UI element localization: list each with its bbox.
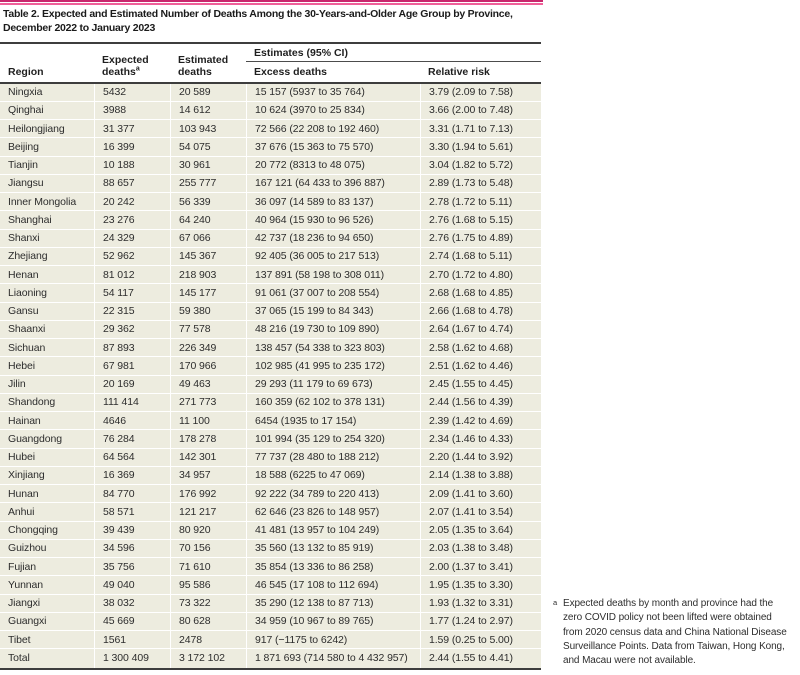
- cell-excess-deaths: 167 121 (64 433 to 396 887): [246, 175, 420, 192]
- column-header-excess-deaths: Excess deaths: [254, 65, 327, 78]
- cell-relative-risk: 2.07 (1.41 to 3.54): [420, 503, 541, 520]
- estimates-group-label: Estimates (95% CI): [254, 46, 348, 59]
- cell-excess-deaths: 36 097 (14 589 to 83 137): [246, 193, 420, 210]
- table-row: [0, 485, 541, 503]
- cell-estimated-deaths: 142 301: [170, 449, 246, 466]
- cell-region: Inner Mongolia: [8, 195, 77, 208]
- cell-expected-deaths: 81 012: [94, 266, 170, 283]
- estimates-subheaders: [246, 62, 541, 83]
- cell-relative-risk: 2.64 (1.67 to 4.74): [420, 321, 541, 338]
- cell-relative-risk: 1.77 (1.24 to 2.97): [420, 613, 541, 630]
- cell-estimated-deaths: 170 966: [170, 357, 246, 374]
- cell-relative-risk: 2.76 (1.68 to 5.15): [420, 211, 541, 228]
- table-row: [0, 540, 541, 558]
- cell-excess-deaths: 102 985 (41 995 to 235 172): [246, 357, 420, 374]
- cell-expected-deaths: 45 669: [94, 613, 170, 630]
- cell-expected-deaths: 34 596: [94, 540, 170, 557]
- cell-estimated-deaths: 176 992: [170, 485, 246, 502]
- cell-relative-risk: 3.04 (1.82 to 5.72): [420, 157, 541, 174]
- table-row: [0, 394, 541, 412]
- cell-expected-deaths: 76 284: [94, 430, 170, 447]
- cell-region: Shaanxi: [8, 323, 46, 336]
- table-row: [0, 449, 541, 467]
- table-row: [0, 412, 541, 430]
- table-row: [0, 595, 541, 613]
- cell-estimated-deaths: 14 612: [170, 102, 246, 119]
- cell-excess-deaths: 48 216 (19 730 to 109 890): [246, 321, 420, 338]
- cell-excess-deaths: 34 959 (10 967 to 89 765): [246, 613, 420, 630]
- cell-expected-deaths: 39 439: [94, 522, 170, 539]
- cell-estimated-deaths: 20 589: [170, 84, 246, 101]
- cell-expected-deaths: 35 756: [94, 558, 170, 575]
- table-footnote: [553, 597, 791, 668]
- cell-expected-deaths: 5432: [94, 84, 170, 101]
- cell-relative-risk: 2.78 (1.72 to 5.11): [420, 193, 541, 210]
- cell-relative-risk: 2.51 (1.62 to 4.46): [420, 357, 541, 374]
- table-bottom-border: [0, 668, 541, 671]
- table-row: [0, 613, 541, 631]
- cell-expected-deaths: 88 657: [94, 175, 170, 192]
- cell-relative-risk: 2.34 (1.46 to 4.33): [420, 430, 541, 447]
- cell-excess-deaths: 20 772 (8313 to 48 075): [246, 157, 420, 174]
- cell-region: Henan: [8, 268, 39, 281]
- cell-relative-risk: 2.09 (1.41 to 3.60): [420, 485, 541, 502]
- cell-relative-risk: 2.14 (1.38 to 3.88): [420, 467, 541, 484]
- cell-relative-risk: 2.05 (1.35 to 3.64): [420, 522, 541, 539]
- cell-region: Hebei: [8, 359, 35, 372]
- cell-excess-deaths: 37 065 (15 199 to 84 343): [246, 303, 420, 320]
- cell-expected-deaths: 20 169: [94, 376, 170, 393]
- cell-excess-deaths: 92 222 (34 789 to 220 413): [246, 485, 420, 502]
- cell-excess-deaths: 91 061 (37 007 to 208 554): [246, 284, 420, 301]
- cell-region: Xinjiang: [8, 469, 45, 482]
- cell-relative-risk: 2.58 (1.62 to 4.68): [420, 339, 541, 356]
- table-row: [0, 230, 541, 248]
- cell-excess-deaths: 37 676 (15 363 to 75 570): [246, 138, 420, 155]
- table-row: [0, 321, 541, 339]
- cell-excess-deaths: 77 737 (28 480 to 188 212): [246, 449, 420, 466]
- table-row: [0, 576, 541, 594]
- cell-expected-deaths: 22 315: [94, 303, 170, 320]
- cell-relative-risk: 2.03 (1.38 to 3.48): [420, 540, 541, 557]
- cell-relative-risk: 1.95 (1.35 to 3.30): [420, 576, 541, 593]
- table-row: [0, 467, 541, 485]
- footnote-inner: [553, 597, 791, 668]
- table-row: [0, 558, 541, 576]
- cell-estimated-deaths: 103 943: [170, 120, 246, 137]
- cell-estimated-deaths: 70 156: [170, 540, 246, 557]
- cell-region: Guizhou: [8, 542, 47, 555]
- cell-estimated-deaths: 73 322: [170, 595, 246, 612]
- column-header-expected-deaths: [94, 55, 170, 82]
- cell-region: Chongqing: [8, 524, 58, 537]
- data-table: [0, 42, 541, 670]
- table-row: [0, 120, 541, 138]
- cell-estimated-deaths: 255 777: [170, 175, 246, 192]
- cell-expected-deaths: 111 414: [94, 394, 170, 411]
- table-row: [0, 102, 541, 120]
- cell-relative-risk: 1.59 (0.25 to 5.00): [420, 631, 541, 648]
- cell-excess-deaths: 29 293 (11 179 to 69 673): [246, 376, 420, 393]
- cell-region: Tianjin: [8, 159, 38, 172]
- table-row: [0, 211, 541, 229]
- cell-excess-deaths: 6454 (1935 to 17 154): [246, 412, 420, 429]
- cell-expected-deaths: 54 117: [94, 284, 170, 301]
- cell-expected-deaths: 84 770: [94, 485, 170, 502]
- cell-excess-deaths: 35 290 (12 138 to 87 713): [246, 595, 420, 612]
- cell-excess-deaths: 137 891 (58 198 to 308 011): [246, 266, 420, 283]
- cell-estimated-deaths: 80 628: [170, 613, 246, 630]
- cell-region: Guangdong: [8, 432, 62, 445]
- column-header-expected-deaths-label: Expected deaths: [102, 54, 149, 78]
- table-row: [0, 157, 541, 175]
- cell-region: Shanxi: [8, 232, 40, 245]
- footnote-marker-superscript: a: [135, 65, 140, 72]
- table-row: [0, 175, 541, 193]
- cell-expected-deaths: 16 369: [94, 467, 170, 484]
- cell-region: Beijing: [8, 140, 39, 153]
- table-row: [0, 631, 541, 649]
- cell-region: Ningxia: [8, 86, 43, 99]
- cell-region: Jiangsu: [8, 177, 44, 190]
- cell-excess-deaths: 46 545 (17 108 to 112 694): [246, 576, 420, 593]
- cell-expected-deaths: 4646: [94, 412, 170, 429]
- table-row: [0, 266, 541, 284]
- cell-region: Yunnan: [8, 578, 44, 591]
- footnote-text: Expected deaths by month and province had the zero COVID policy not been lifted were obtained from 2020 census data and China National Disease Surveillance Points. Data from Taiwan, Hong Kong, and Macau were not available.: [563, 598, 787, 667]
- cell-estimated-deaths: 49 463: [170, 376, 246, 393]
- cell-excess-deaths: 72 566 (22 208 to 192 460): [246, 120, 420, 137]
- cell-expected-deaths: 67 981: [94, 357, 170, 374]
- cell-estimated-deaths: 178 278: [170, 430, 246, 447]
- cell-estimated-deaths: 121 217: [170, 503, 246, 520]
- cell-estimated-deaths: 11 100: [170, 412, 246, 429]
- column-header-region: Region: [8, 65, 44, 78]
- cell-excess-deaths: 40 964 (15 930 to 96 526): [246, 211, 420, 228]
- cell-expected-deaths: 16 399: [94, 138, 170, 155]
- cell-relative-risk: 3.30 (1.94 to 5.61): [420, 138, 541, 155]
- cell-excess-deaths: 160 359 (62 102 to 378 131): [246, 394, 420, 411]
- cell-estimated-deaths: 145 367: [170, 248, 246, 265]
- footnote-marker: a: [553, 598, 558, 607]
- cell-region: Qinghai: [8, 104, 44, 117]
- estimates-group-header: [246, 44, 541, 83]
- cell-estimated-deaths: 56 339: [170, 193, 246, 210]
- cell-excess-deaths: 917 (−1175 to 6242): [246, 631, 420, 648]
- cell-estimated-deaths: 271 773: [170, 394, 246, 411]
- cell-region: Total: [8, 652, 30, 665]
- cell-expected-deaths: 20 242: [94, 193, 170, 210]
- cell-expected-deaths: 29 362: [94, 321, 170, 338]
- cell-estimated-deaths: 95 586: [170, 576, 246, 593]
- cell-expected-deaths: 49 040: [94, 576, 170, 593]
- cell-region: Hunan: [8, 487, 39, 500]
- cell-relative-risk: 3.31 (1.71 to 7.13): [420, 120, 541, 137]
- cell-expected-deaths: 3988: [94, 102, 170, 119]
- cell-estimated-deaths: 2478: [170, 631, 246, 648]
- table-row: [0, 138, 541, 156]
- cell-expected-deaths: 31 377: [94, 120, 170, 137]
- table-row: [0, 303, 541, 321]
- table-row: [0, 193, 541, 211]
- table-row: [0, 284, 541, 302]
- cell-relative-risk: 3.66 (2.00 to 7.48): [420, 102, 541, 119]
- table-row: [0, 649, 541, 667]
- cell-relative-risk: 2.20 (1.44 to 3.92): [420, 449, 541, 466]
- cell-excess-deaths: 35 560 (13 132 to 85 919): [246, 540, 420, 557]
- cell-expected-deaths: 58 571: [94, 503, 170, 520]
- cell-relative-risk: 2.70 (1.72 to 4.80): [420, 266, 541, 283]
- cell-region: Tibet: [8, 633, 31, 646]
- cell-relative-risk: 3.79 (2.09 to 7.58): [420, 84, 541, 101]
- table-row: [0, 430, 541, 448]
- cell-estimated-deaths: 54 075: [170, 138, 246, 155]
- table-row: [0, 339, 541, 357]
- cell-expected-deaths: 10 188: [94, 157, 170, 174]
- cell-expected-deaths: 24 329: [94, 230, 170, 247]
- cell-estimated-deaths: 30 961: [170, 157, 246, 174]
- column-header-estimated-deaths: Estimated deaths: [178, 54, 229, 78]
- cell-excess-deaths: 1 871 693 (714 580 to 4 432 957): [246, 649, 420, 667]
- cell-excess-deaths: 101 994 (35 129 to 254 320): [246, 430, 420, 447]
- cell-expected-deaths: 87 893: [94, 339, 170, 356]
- table-title: Table 2. Expected and Estimated Number of Deaths Among the 30-Years-and-Older Age Group by Province, December 2022 to January 2023: [3, 8, 513, 34]
- cell-region: Guangxi: [8, 615, 47, 628]
- table-row: [0, 376, 541, 394]
- table-body: [0, 84, 541, 668]
- cell-estimated-deaths: 59 380: [170, 303, 246, 320]
- cell-relative-risk: 2.44 (1.55 to 4.41): [420, 649, 541, 667]
- cell-relative-risk: 2.44 (1.56 to 4.39): [420, 394, 541, 411]
- cell-relative-risk: 1.93 (1.32 to 3.31): [420, 595, 541, 612]
- cell-relative-risk: 2.66 (1.68 to 4.78): [420, 303, 541, 320]
- cell-region: Fujian: [8, 560, 36, 573]
- cell-region: Jilin: [8, 378, 26, 391]
- cell-region: Sichuan: [8, 341, 46, 354]
- cell-expected-deaths: 1561: [94, 631, 170, 648]
- cell-relative-risk: 2.00 (1.37 to 3.41): [420, 558, 541, 575]
- cell-estimated-deaths: 77 578: [170, 321, 246, 338]
- table-top-accent-rule-light: [0, 3, 543, 5]
- cell-estimated-deaths: 226 349: [170, 339, 246, 356]
- cell-region: Shandong: [8, 396, 56, 409]
- cell-estimated-deaths: 145 177: [170, 284, 246, 301]
- table-row: [0, 84, 541, 102]
- cell-expected-deaths: 1 300 409: [94, 649, 170, 667]
- cell-excess-deaths: 35 854 (13 336 to 86 258): [246, 558, 420, 575]
- cell-relative-risk: 2.68 (1.68 to 4.85): [420, 284, 541, 301]
- cell-excess-deaths: 18 588 (6225 to 47 069): [246, 467, 420, 484]
- table-row: [0, 357, 541, 375]
- cell-relative-risk: 2.74 (1.68 to 5.11): [420, 248, 541, 265]
- table-row: [0, 248, 541, 266]
- table-row: [0, 503, 541, 521]
- table-row: [0, 522, 541, 540]
- cell-relative-risk: 2.89 (1.73 to 5.48): [420, 175, 541, 192]
- cell-region: Anhui: [8, 505, 35, 518]
- cell-relative-risk: 2.39 (1.42 to 4.69): [420, 412, 541, 429]
- cell-estimated-deaths: 218 903: [170, 266, 246, 283]
- cell-excess-deaths: 42 737 (18 236 to 94 650): [246, 230, 420, 247]
- cell-estimated-deaths: 71 610: [170, 558, 246, 575]
- cell-region: Shanghai: [8, 213, 52, 226]
- cell-estimated-deaths: 67 066: [170, 230, 246, 247]
- cell-region: Zhejiang: [8, 250, 48, 263]
- cell-estimated-deaths: 34 957: [170, 467, 246, 484]
- cell-region: Gansu: [8, 305, 39, 318]
- cell-region: Hainan: [8, 414, 41, 427]
- cell-relative-risk: 2.45 (1.55 to 4.45): [420, 376, 541, 393]
- cell-region: Heilongjiang: [8, 122, 65, 135]
- cell-expected-deaths: 38 032: [94, 595, 170, 612]
- cell-excess-deaths: 138 457 (54 338 to 323 803): [246, 339, 420, 356]
- cell-expected-deaths: 64 564: [94, 449, 170, 466]
- cell-estimated-deaths: 64 240: [170, 211, 246, 228]
- cell-expected-deaths: 52 962: [94, 248, 170, 265]
- cell-relative-risk: 2.76 (1.75 to 4.89): [420, 230, 541, 247]
- cell-excess-deaths: 62 646 (23 826 to 148 957): [246, 503, 420, 520]
- cell-excess-deaths: 10 624 (3970 to 25 834): [246, 102, 420, 119]
- cell-region: Jiangxi: [8, 597, 40, 610]
- cell-estimated-deaths: 3 172 102: [170, 649, 246, 667]
- cell-excess-deaths: 15 157 (5937 to 35 764): [246, 84, 420, 101]
- table-header: [0, 44, 541, 83]
- cell-expected-deaths: 23 276: [94, 211, 170, 228]
- cell-excess-deaths: 92 405 (36 005 to 217 513): [246, 248, 420, 265]
- cell-excess-deaths: 41 481 (13 957 to 104 249): [246, 522, 420, 539]
- column-header-relative-risk: Relative risk: [428, 65, 490, 78]
- cell-region: Hubei: [8, 451, 35, 464]
- cell-region: Liaoning: [8, 286, 47, 299]
- cell-estimated-deaths: 80 920: [170, 522, 246, 539]
